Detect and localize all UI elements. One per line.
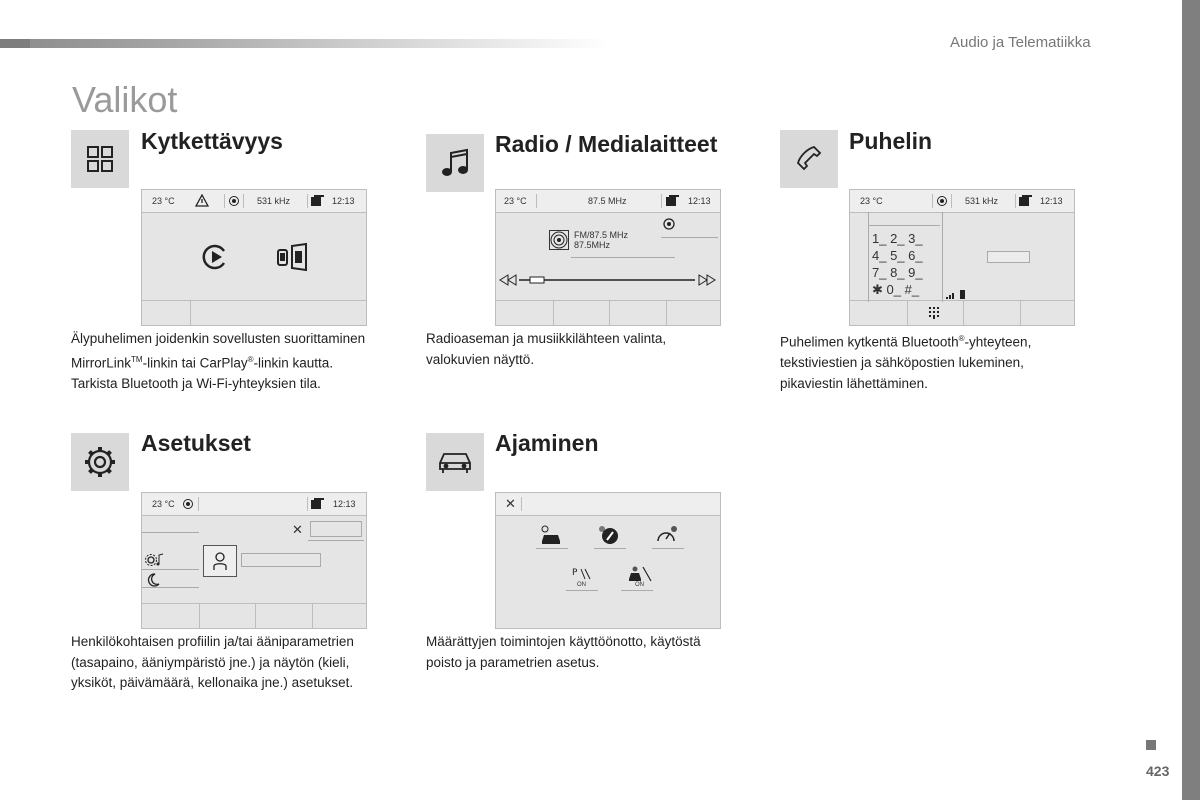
settings-desc-line3: yksiköt, päivämäärä, kellonaika jne.) asetukset. (71, 675, 354, 690)
driving-icon (426, 433, 484, 491)
connectivity-icon (71, 130, 129, 188)
station-frequency-sub: 87.5MHz (574, 240, 611, 250)
driving-description (426, 632, 766, 673)
close-icon[interactable]: ✕ (292, 522, 303, 537)
settings-screen (141, 492, 367, 629)
status-frequency: 531 kHz (257, 196, 291, 206)
page-marker (1146, 740, 1156, 750)
settings-description (71, 632, 411, 694)
status-frequency: 531 kHz (965, 196, 999, 206)
status-temperature: 23 °C (860, 196, 883, 206)
mirrorlink-icon (200, 242, 230, 272)
keypad-row-1[interactable]: 1_ 2_ 3_ (872, 231, 923, 246)
driving-desc-line1: Määrättyjen toimintojen käyttöönotto, käytöstä (426, 634, 701, 649)
connectivity-desc-line2: MirrorLink™-linkin tai CarPlay®-linkin kautta. (71, 354, 334, 370)
radio-signal-icon (182, 498, 194, 510)
page-edge-strip (1182, 0, 1200, 800)
keypad-row-2[interactable]: 4_ 5_ 6_ (872, 248, 923, 263)
audio-settings-icon[interactable] (145, 553, 165, 567)
page-title: Valikot (72, 79, 178, 120)
radio-station-icon (549, 230, 569, 250)
close-icon[interactable]: ✕ (505, 496, 516, 511)
warning-icon (195, 194, 209, 207)
vehicle-settings-icon[interactable] (539, 525, 563, 545)
status-temperature: 23 °C (152, 499, 175, 509)
tuning-slider[interactable] (499, 272, 717, 288)
header-section-title: Audio ja Telematiikka (950, 34, 1091, 51)
phone-icon (780, 130, 838, 188)
messages-icon (1019, 195, 1032, 206)
status-time: 12:13 (688, 196, 711, 206)
radio-desc-line1: Radioaseman ja musiikkilähteen valinta, (426, 331, 667, 346)
settings-desc-line1: Henkilökohtaisen profiilin ja/tai ääniparametrien (71, 634, 354, 649)
phone-desc-line3: pikaviestin lähettäminen. (780, 375, 928, 391)
status-temperature: 23 °C (152, 196, 175, 206)
phone-screen (849, 189, 1075, 326)
phone-title: Puhelin (849, 128, 933, 154)
connectivity-screen (141, 189, 367, 326)
connectivity-desc-line3: Tarkista Bluetooth ja Wi-Fi-yhteyksien tila. (71, 375, 321, 391)
radio-description (426, 329, 766, 370)
messages-icon (666, 195, 679, 206)
profile-name-field[interactable] (241, 553, 321, 567)
signal-icon[interactable] (662, 217, 676, 231)
keypad-row-3[interactable]: 7_ 8_ 9_ (872, 265, 923, 280)
status-frequency: 87.5 MHz (588, 196, 627, 206)
status-time: 12:13 (332, 196, 355, 206)
parking-sensor-icon[interactable] (571, 565, 593, 581)
lane-on-label: ON (635, 582, 644, 588)
status-time: 12:13 (333, 499, 356, 509)
driving-screen (495, 492, 721, 629)
messages-icon (311, 498, 324, 509)
radio-desc-line2: valokuvien näyttö. (426, 351, 535, 367)
page-number: 423 (1146, 763, 1170, 779)
settings-desc-line2: (tasapaino, ääniympäristö jne.) ja näytön (kieli, (71, 654, 350, 670)
settings-title: Asetukset (141, 430, 251, 456)
profile-icon (212, 551, 228, 571)
carplay-icon (276, 242, 312, 272)
settings-field-top[interactable] (310, 521, 362, 537)
connectivity-desc-line1: Älypuhelimen joidenkin sovellusten suorittaminen (71, 331, 366, 346)
phone-desc-line2: tekstiviestien ja sähköpostien lukeminen, (780, 355, 1024, 370)
profile-button[interactable] (203, 545, 237, 577)
phone-description (780, 329, 1120, 394)
settings-icon (71, 433, 129, 491)
connectivity-title: Kytkettävyys (141, 128, 283, 154)
station-frequency-label: FM/87.5 MHz (574, 230, 629, 240)
keypad-row-4[interactable]: ✱ 0_ #_ (872, 282, 920, 297)
radio-signal-icon (936, 195, 948, 207)
signal-battery-icon (945, 288, 969, 300)
status-time: 12:13 (1040, 196, 1063, 206)
svg-text:P: P (572, 568, 578, 578)
radio-media-icon (426, 134, 484, 192)
driving-desc-line2: poisto ja parametrien asetus. (426, 654, 600, 670)
speed-limit-icon[interactable] (655, 525, 679, 545)
connectivity-description (71, 329, 411, 394)
lane-assist-icon[interactable] (626, 565, 652, 583)
eco-driving-icon[interactable] (597, 525, 621, 545)
driving-title: Ajaminen (495, 430, 599, 456)
dialpad-icon[interactable] (928, 306, 940, 320)
radio-screen (495, 189, 721, 326)
night-mode-icon[interactable] (146, 573, 160, 587)
header-gradient-bar (0, 39, 610, 48)
messages-icon (311, 195, 324, 206)
phone-input-field[interactable] (987, 251, 1030, 263)
phone-desc-line1: Puhelimen kytkentä Bluetooth®-yhteyteen, (780, 334, 1032, 350)
status-temperature: 23 °C (504, 196, 527, 206)
radio-title: Radio / Medialaitteet (495, 131, 718, 157)
parking-on-label: ON (577, 582, 586, 588)
radio-signal-icon (228, 195, 240, 207)
